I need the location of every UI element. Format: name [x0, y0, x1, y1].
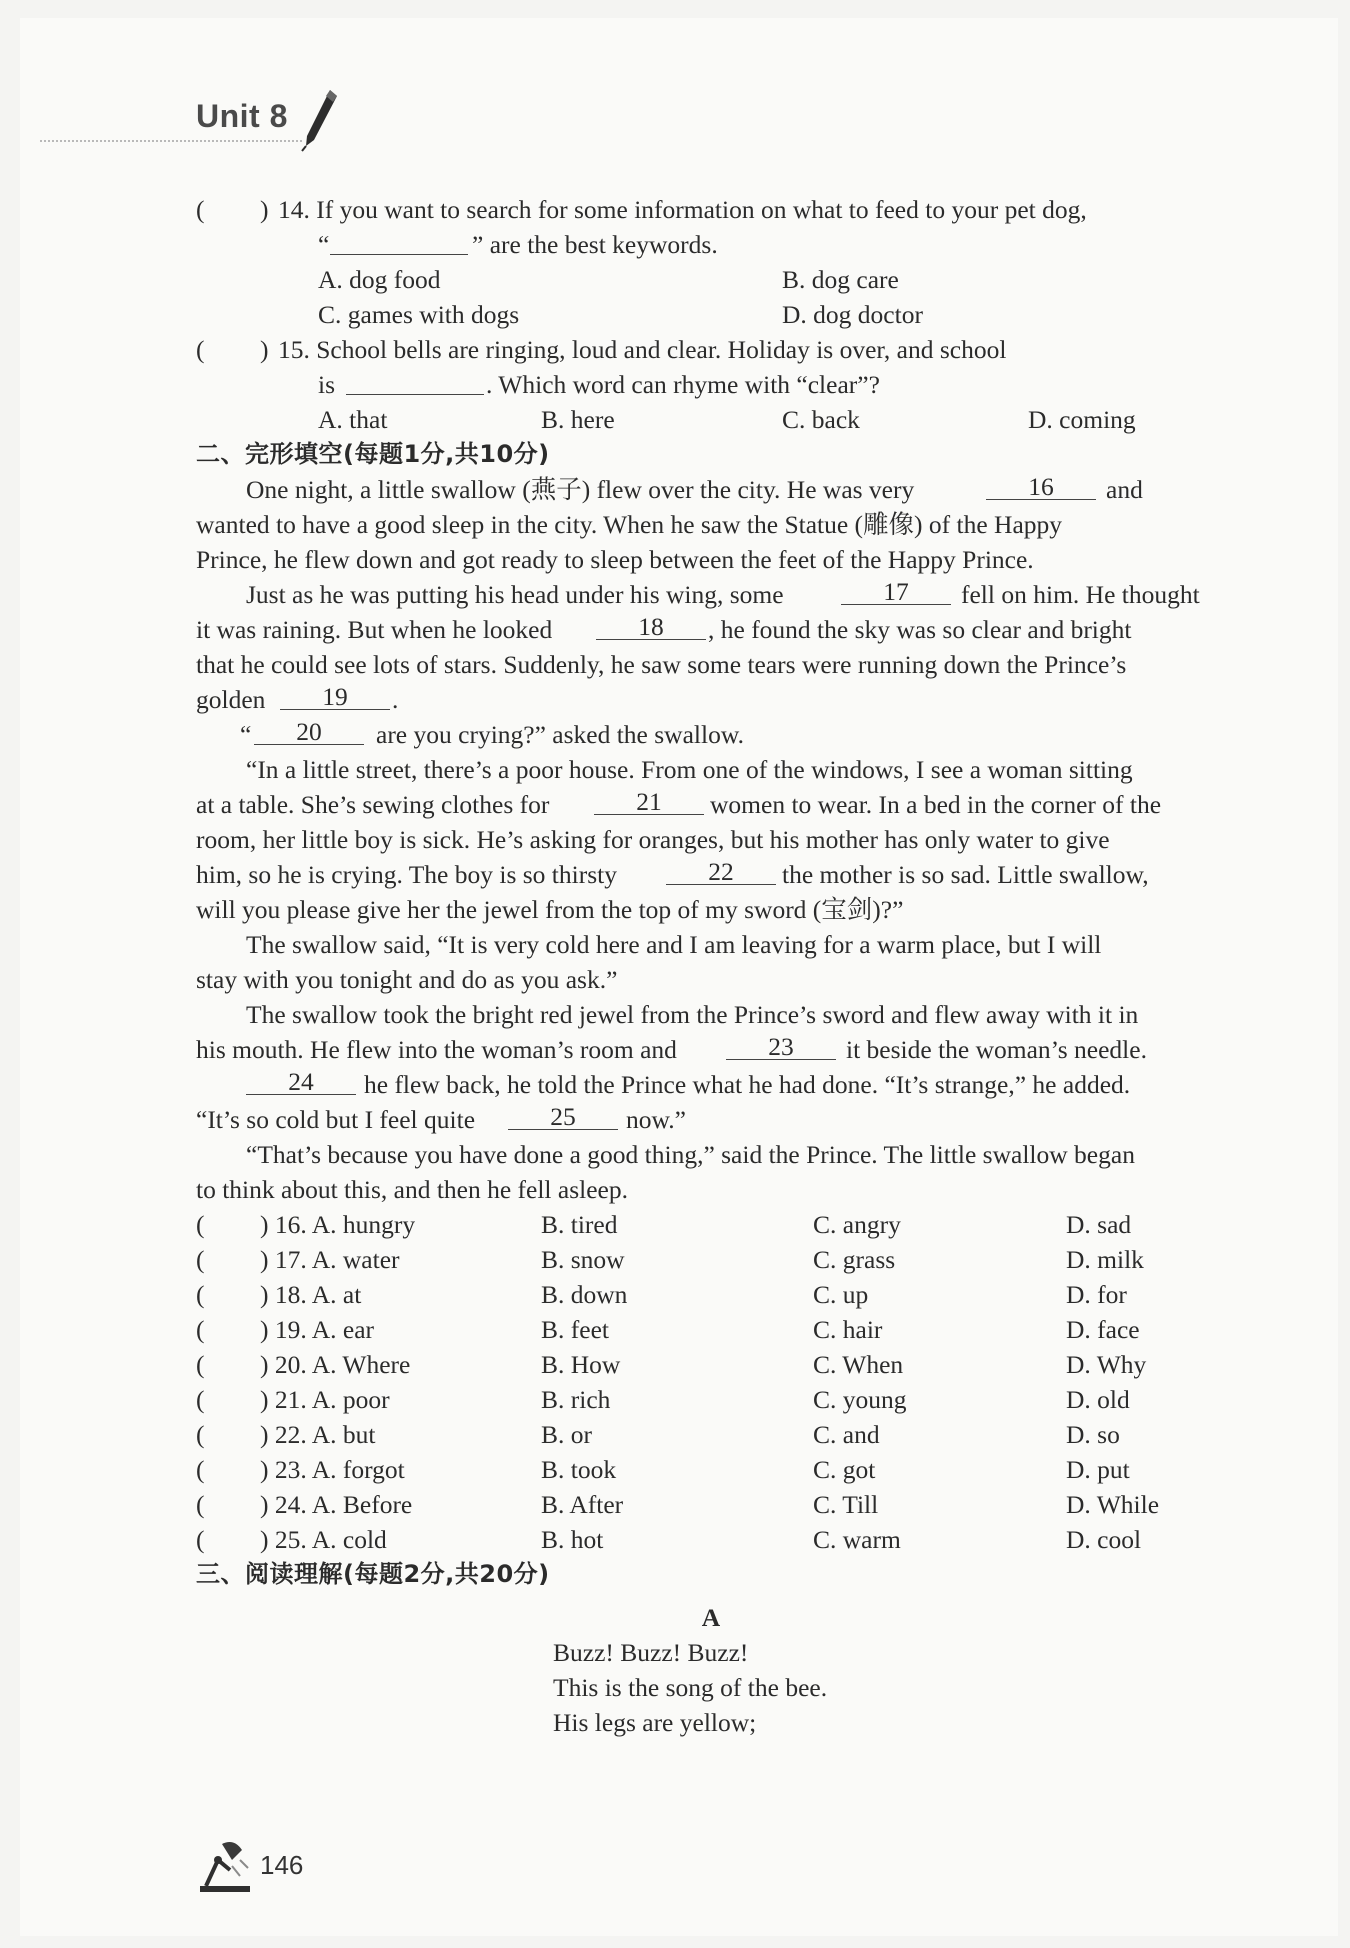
passage-text: “It’s so cold but I feel quite — [196, 1105, 476, 1134]
passage-text: Just as he was putting his head under his wing, some — [246, 580, 784, 609]
desk-lamp-icon — [196, 1836, 254, 1894]
question-option-d: D. cool — [1066, 1525, 1142, 1554]
question-option-a: ) 25. A. cold — [260, 1525, 387, 1554]
passage-text: golden — [196, 685, 266, 714]
passage-line: The swallow took the bright red jewel from the Prince’s sword and flew away with it in — [246, 1000, 1139, 1029]
cloze-question-21 — [196, 1382, 1226, 1417]
answer-blank[interactable] — [330, 227, 468, 255]
option-d: D. dog doctor — [782, 300, 923, 329]
option-c: C. back — [782, 405, 860, 434]
page-footer — [196, 1836, 304, 1899]
question-option-a: ) 16. A. hungry — [260, 1210, 416, 1239]
cloze-question-18 — [196, 1277, 1226, 1312]
answer-paren[interactable]: ( — [196, 1525, 205, 1554]
passage-line — [196, 1102, 1226, 1137]
passage-text: are you crying?” asked the swallow. — [376, 720, 744, 749]
question-option-d: D. While — [1066, 1490, 1160, 1519]
question-option-d: D. sad — [1066, 1210, 1132, 1239]
question-option-c: C. and — [813, 1420, 880, 1449]
cloze-blank-24[interactable]: 24 — [246, 1067, 356, 1095]
question-option-a: ) 22. A. but — [260, 1420, 376, 1449]
question-option-a: ) 21. A. poor — [260, 1385, 390, 1414]
passage-line — [196, 717, 1226, 752]
question-option-d: D. old — [1066, 1385, 1130, 1414]
question-option-b: B. hot — [541, 1525, 604, 1554]
question-option-a: ) 23. A. forgot — [260, 1455, 405, 1484]
worksheet-content — [196, 192, 1226, 1740]
option-c: C. games with dogs — [318, 300, 520, 329]
option-a: A. that — [318, 405, 388, 434]
answer-paren[interactable]: ( — [196, 1385, 205, 1414]
passage-line — [196, 577, 1226, 612]
answer-paren[interactable]: ( — [196, 1280, 205, 1309]
cloze-blank-20[interactable]: 20 — [254, 717, 364, 745]
question-14-stem-end: ” are the best keywords. — [472, 230, 718, 259]
passage-text: now.” — [626, 1105, 686, 1134]
question-option-c: C. warm — [813, 1525, 901, 1554]
cloze-heading: 二、完形填空(每题1分,共10分) — [196, 440, 550, 468]
question-option-c: C. up — [813, 1280, 869, 1309]
answer-paren[interactable]: ( — [196, 1210, 205, 1239]
unit-title: Unit 8 — [196, 98, 288, 134]
cloze-blank-25[interactable]: 25 — [508, 1102, 618, 1130]
question-option-b: B. took — [541, 1455, 617, 1484]
question-option-c: C. When — [813, 1350, 904, 1379]
passage-text: fell on him. He thought — [961, 580, 1200, 609]
passage-line — [196, 472, 1226, 507]
passage-text: “ — [240, 720, 252, 749]
question-option-b: B. snow — [541, 1245, 625, 1274]
cloze-question-17 — [196, 1242, 1226, 1277]
cloze-question-20 — [196, 1347, 1226, 1382]
answer-paren-close: ) — [260, 195, 269, 224]
question-option-d: D. put — [1066, 1455, 1130, 1484]
cloze-blank-23[interactable]: 23 — [726, 1032, 836, 1060]
cloze-blank-19[interactable]: 19 — [280, 682, 390, 710]
cloze-blank-22[interactable]: 22 — [666, 857, 776, 885]
passage-line: room, her little boy is sick. He’s asking for oranges, but his mother has only water to give — [196, 825, 1110, 854]
question-option-d: D. Why — [1066, 1350, 1147, 1379]
poem-line: His legs are yellow; — [553, 1708, 757, 1737]
passage-line: wanted to have a good sleep in the city. When he saw the Statue (雕像) of the Happy — [196, 510, 1063, 539]
passage-text: , he found the sky was so clear and bright — [708, 615, 1132, 644]
passage-line — [196, 1032, 1226, 1067]
passage-line — [196, 1067, 1226, 1102]
passage-line — [196, 787, 1226, 822]
page-header — [196, 98, 288, 135]
option-a: A. dog food — [318, 265, 441, 294]
passage-line: “In a little street, there’s a poor house. From one of the windows, I see a woman sitting — [246, 755, 1133, 784]
answer-paren[interactable]: ( — [196, 1245, 205, 1274]
question-option-b: B. tired — [541, 1210, 618, 1239]
passage-line — [196, 857, 1226, 892]
question-option-d: D. for — [1066, 1280, 1127, 1309]
question-15-line1 — [196, 332, 1226, 367]
cloze-blank-18[interactable]: 18 — [596, 612, 706, 640]
question-15-options — [196, 402, 1226, 437]
cloze-question-16 — [196, 1207, 1226, 1242]
option-b: B. here — [541, 405, 615, 434]
passage-text: he flew back, he told the Prince what he had done. “It’s strange,” he added. — [364, 1070, 1131, 1099]
page — [20, 18, 1338, 1936]
passage-text: his mouth. He flew into the woman’s room and — [196, 1035, 677, 1064]
question-option-a: ) 24. A. Before — [260, 1490, 413, 1519]
reading-heading: 三、阅读理解(每题2分,共20分) — [196, 1560, 550, 1588]
answer-paren-close: ) — [260, 335, 269, 364]
question-option-b: B. After — [541, 1490, 624, 1519]
passage-line: will you please give her the jewel from the top of my sword (宝剑)?” — [196, 895, 904, 924]
passage-line: Prince, he flew down and got ready to sleep between the feet of the Happy Prince. — [196, 545, 1034, 574]
question-15-is: is — [318, 370, 336, 399]
passage-text: . — [392, 685, 399, 714]
answer-blank[interactable] — [346, 367, 484, 395]
cloze-blank-17[interactable]: 17 — [841, 577, 951, 605]
question-15-stem-end: . Which word can rhyme with “clear”? — [486, 370, 880, 399]
question-option-a: ) 17. A. water — [260, 1245, 400, 1274]
spacer — [196, 1592, 1226, 1600]
option-b: B. dog care — [782, 265, 899, 294]
page-number: 146 — [260, 1850, 304, 1880]
passage-line: The swallow said, “It is very cold here and I am leaving for a warm place, but I will — [246, 930, 1102, 959]
answer-paren[interactable]: ( — [196, 1350, 205, 1379]
option-d: D. coming — [1028, 405, 1136, 434]
question-option-c: C. got — [813, 1455, 876, 1484]
passage-text: women to wear. In a bed in the corner of the — [710, 790, 1162, 819]
answer-paren[interactable]: ( — [196, 1455, 205, 1484]
passage-text: the mother is so sad. Little swallow, — [782, 860, 1149, 889]
passage-text: it was raining. But when he looked — [196, 615, 553, 644]
question-option-d: D. milk — [1066, 1245, 1144, 1274]
question-option-c: C. hair — [813, 1315, 883, 1344]
passage-text: it beside the woman’s needle. — [846, 1035, 1147, 1064]
question-14-options-cd — [196, 297, 1226, 332]
cloze-question-22 — [196, 1417, 1226, 1452]
cloze-blank-21[interactable]: 21 — [594, 787, 704, 815]
open-quote: “ — [318, 230, 330, 259]
passage-line: stay with you tonight and do as you ask.” — [196, 965, 618, 994]
reading-part-label: A — [701, 1603, 721, 1632]
passage-text: and — [1106, 475, 1143, 504]
passage-line — [196, 612, 1226, 647]
question-option-a: ) 19. A. ear — [260, 1315, 375, 1344]
question-option-b: B. How — [541, 1350, 621, 1379]
cloze-question-25 — [196, 1522, 1226, 1557]
question-option-b: B. down — [541, 1280, 628, 1309]
passage-text: One night, a little swallow (燕子) flew over the city. He was very — [246, 475, 915, 504]
header-divider — [40, 140, 302, 142]
cloze-question-24 — [196, 1487, 1226, 1522]
question-option-b: B. rich — [541, 1385, 611, 1414]
passage-line — [196, 682, 1226, 717]
question-option-b: B. feet — [541, 1315, 609, 1344]
passage-text: him, so he is crying. The boy is so thirsty — [196, 860, 617, 889]
question-14-options-ab — [196, 262, 1226, 297]
question-option-c: C. grass — [813, 1245, 896, 1274]
question-14-stem: 14. If you want to search for some information on what to feed to your pet dog, — [278, 195, 1087, 224]
passage-line: that he could see lots of stars. Suddenly, he saw some tears were running down the Prince’s — [196, 650, 1127, 679]
poem-line: This is the song of the bee. — [553, 1673, 828, 1702]
cloze-question-19 — [196, 1312, 1226, 1347]
question-option-c: C. angry — [813, 1210, 901, 1239]
cloze-blank-16[interactable]: 16 — [986, 472, 1096, 500]
question-option-d: D. face — [1066, 1315, 1140, 1344]
question-14-line2 — [196, 227, 1226, 262]
answer-paren[interactable]: ( — [196, 1420, 205, 1449]
question-option-a: ) 18. A. at — [260, 1280, 362, 1309]
question-option-c: C. young — [813, 1385, 907, 1414]
question-option-c: C. Till — [813, 1490, 879, 1519]
passage-text: at a table. She’s sewing clothes for — [196, 790, 550, 819]
answer-paren[interactable]: ( — [196, 1490, 205, 1519]
answer-paren[interactable]: ( — [196, 1315, 205, 1344]
passage-line: “That’s because you have done a good thing,” said the Prince. The little swallow began — [246, 1140, 1135, 1169]
cloze-question-list — [196, 1207, 1226, 1557]
question-14-line1 — [196, 192, 1226, 227]
question-option-b: B. or — [541, 1420, 592, 1449]
question-15-stem: 15. School bells are ringing, loud and clear. Holiday is over, and school — [278, 335, 1007, 364]
passage-line: to think about this, and then he fell asleep. — [196, 1175, 628, 1204]
question-15-line2 — [196, 367, 1226, 402]
answer-paren: ( — [196, 195, 205, 224]
cloze-question-23 — [196, 1452, 1226, 1487]
answer-paren: ( — [196, 335, 205, 364]
question-option-a: ) 20. A. Where — [260, 1350, 411, 1379]
pen-icon — [300, 88, 340, 152]
poem-line: Buzz! Buzz! Buzz! — [553, 1638, 749, 1667]
question-option-d: D. so — [1066, 1420, 1120, 1449]
